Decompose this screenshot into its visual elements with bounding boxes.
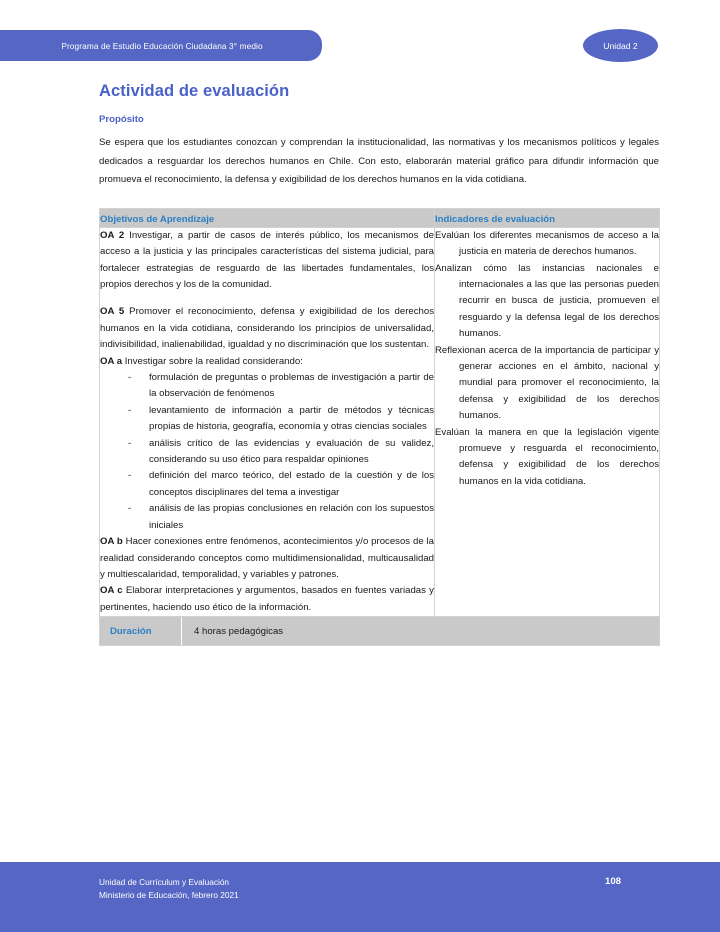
oa-a-bullet-list	[100, 370, 434, 534]
table-header-indicadores	[435, 208, 660, 227]
oa-2-block	[100, 228, 434, 294]
oa-2-text: Investigar, a partir de casos de interés público, los mecanismos de acceso a la justicia y las principales características del sistema judicial, para fortalecer estrategias de resguardo de las libertades fundamentales, los propios derechos y los de la comunidad.	[100, 229, 434, 290]
oa-2-code: OA 2	[100, 229, 125, 241]
footer-text-block	[99, 876, 239, 902]
section-heading-proposito: Propósito	[99, 114, 144, 125]
program-title-label: Programa de Estudio Educación Ciudadana 3° medio	[61, 40, 263, 51]
oa-5-code: OA 5	[100, 306, 125, 318]
oa-a-code: OA a	[100, 355, 123, 367]
footer-line-1: Unidad de Currículum y Evaluación	[99, 877, 230, 887]
oa-5-text: Promover el reconocimiento, defensa y exigibilidad de los derechos humanos en la vida cotidiana, considerando los principios de universalidad, indivisibilidad, inalienabilidad, igualdad y no discriminación que los sustentan.	[100, 306, 434, 351]
oa-b-block	[100, 534, 434, 583]
list-item: - definición del marco teórico, del estado de la cuestión y de los conceptos disciplinares del tema a investigar	[100, 468, 434, 501]
page-header	[0, 0, 720, 68]
oa-c-block	[100, 583, 434, 616]
page-number: 108	[604, 876, 621, 887]
page-content	[99, 82, 659, 646]
oa-b-code: OA b	[100, 536, 123, 548]
page-footer	[0, 862, 720, 932]
indicador-item: Analizan cómo las instancias nacionales e internacionales a las que las personas pueden recurrir en busca de justicia, promueven el resguardo y la defensa legal de los derechos humanos.	[435, 262, 659, 340]
program-title-pill	[0, 30, 322, 61]
proposito-paragraph: Se espera que los estudiantes conozcan y comprendan la institucionalidad, las normativas y los mecanismos políticos y legales dedicados a resguardar los derechos humanos en Chile. Con esto, elaborarán material gráfico para difundir información que promueva el reconocimiento, la defensa y exigibilidad de los derechos humanos en la vida cotidiana.	[99, 137, 659, 186]
list-item: - análisis de las propias conclusiones en relación con los supuestos iniciales	[100, 501, 434, 534]
oa-a-text: Investigar sobre la realidad considerando:	[122, 355, 303, 367]
duracion-value: 4 horas pedagógicas	[194, 625, 284, 637]
footer-line-2: Ministerio de Educación, febrero 2021	[99, 890, 239, 900]
page-title: Actividad de evaluación	[99, 82, 290, 100]
oa-5-block	[100, 304, 434, 353]
table-header-indicadores-label: Indicadores de evaluación	[435, 213, 555, 225]
indicador-item: Evalúan la manera en que la legislación vigente promueve y resguarda el reconocimiento, defensa y exigibilidad de los derechos humanos en la vida cotidiana.	[435, 426, 659, 487]
evaluation-table	[99, 208, 660, 646]
duracion-label: Duración	[110, 625, 152, 637]
duracion-cell	[100, 617, 660, 646]
oa-b-text: Hacer conexiones entre fenómenos, acontecimientos y/o procesos de la realidad considerando conceptos como multidimensionalidad, multicausalidad y multiescalaridad, temporalidad, y variables y patrones.	[100, 536, 434, 580]
duracion-label-box	[100, 617, 182, 645]
oa-c-code: OA c	[100, 585, 123, 597]
table-header-objetivos	[100, 208, 435, 227]
list-item: - análisis crítico de las evidencias y evaluación de su validez, considerando su uso ético para respaldar opiniones	[100, 436, 434, 469]
indicador-item: Evalúan los diferentes mecanismos de acceso a la justicia en materia de derechos humanos.	[435, 229, 659, 258]
list-item: - formulación de preguntas o problemas de investigación a partir de la observación de fenómenos	[100, 370, 434, 403]
indicadores-cell	[435, 227, 660, 616]
table-body-row	[100, 227, 660, 616]
unit-badge-label: Unidad 2	[603, 40, 638, 51]
indicador-item: Reflexionan acerca de la importancia de participar y generar acciones en el ámbito, nacional y mundial para promover el reconocimiento, la defensa y exigibilidad de los derechos humanos.	[435, 344, 659, 422]
objetivos-cell	[100, 227, 435, 616]
table-header-row	[100, 208, 660, 227]
duracion-value-box	[182, 617, 283, 645]
list-item: - levantamiento de información a partir de métodos y técnicas propias de historia, geografía, economía y otras ciencias sociales	[100, 403, 434, 436]
unit-badge	[583, 29, 658, 62]
oa-c-text: Elaborar interpretaciones y argumentos, basados en fuentes variadas y pertinentes, haciendo uso ético de la información.	[100, 585, 434, 613]
oa-a-block	[100, 354, 434, 370]
table-header-objetivos-label: Objetivos de Aprendizaje	[100, 213, 215, 225]
duracion-row	[100, 617, 660, 646]
